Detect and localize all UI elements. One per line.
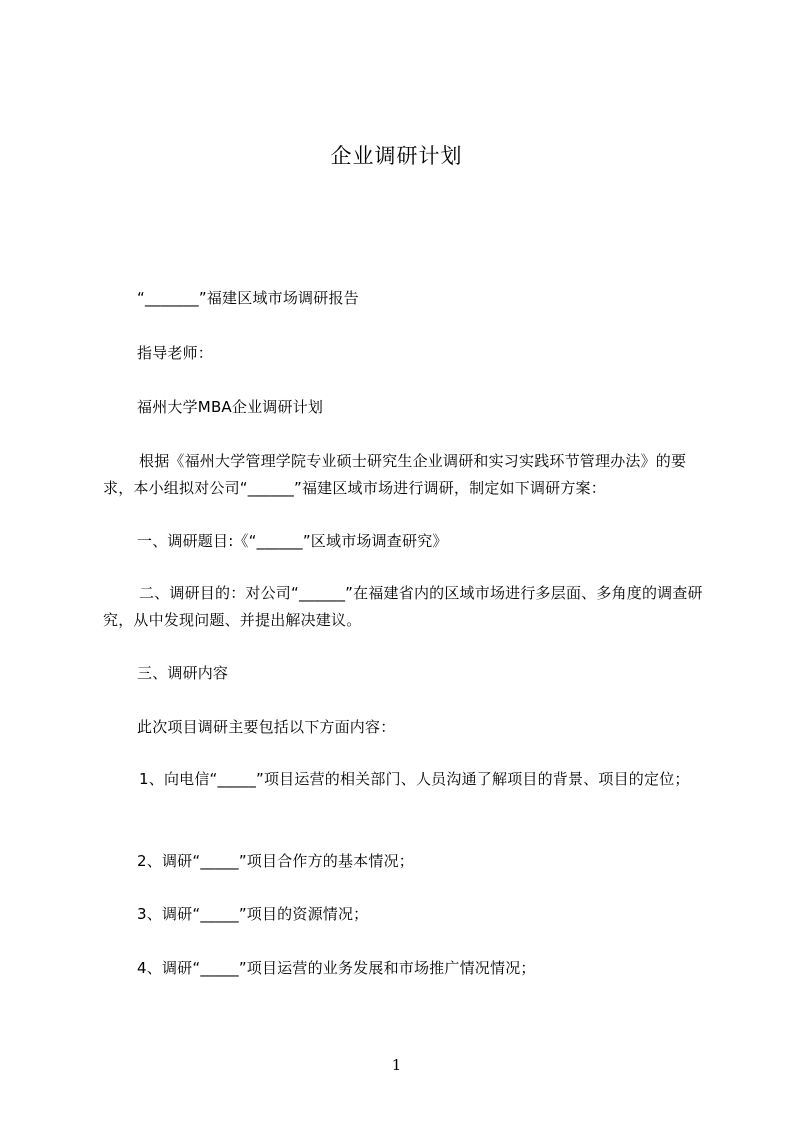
content-item-4: 4、调研“_____”项目运营的业务发展和市场推广情况情况；: [137, 959, 536, 977]
content-item-1: 1、向电信“_____”项目运营的相关部门、人员沟通了解项目的背景、项目的定位；: [139, 770, 690, 788]
section-topic: 一、调研题目:《“______”区域市场调查研究》: [137, 532, 448, 550]
content-item-3: 3、调研“_____”项目的资源情况；: [137, 905, 369, 923]
plan-subtitle: 福州大学MBA企业调研计划: [137, 398, 324, 416]
section-content-heading: 三、调研内容: [137, 664, 229, 682]
document-title: 企业调研计划: [330, 144, 463, 168]
content-intro: 此次项目调研主要包括以下方面内容：: [137, 718, 396, 736]
intro-paragraph: 根据《福州大学管理学院专业硕士研究生企业调研和实习实践环节管理办法》的要求，本小组拟对公司“______”福建区域市场进行调研，制定如下调研方案：: [103, 452, 687, 497]
content-item-2: 2、调研“_____”项目合作方的基本情况；: [137, 852, 414, 870]
page-number: 1: [391, 1056, 402, 1074]
advisor-line: 指导老师：: [137, 344, 214, 362]
section-purpose: 二、调研目的：对公司“______”在福建省内的区域市场进行多层面、多角度的调查研究，从中发现问题、并提出解决建议。: [103, 584, 703, 629]
report-name: “_______”福建区域市场调研报告: [137, 289, 359, 307]
